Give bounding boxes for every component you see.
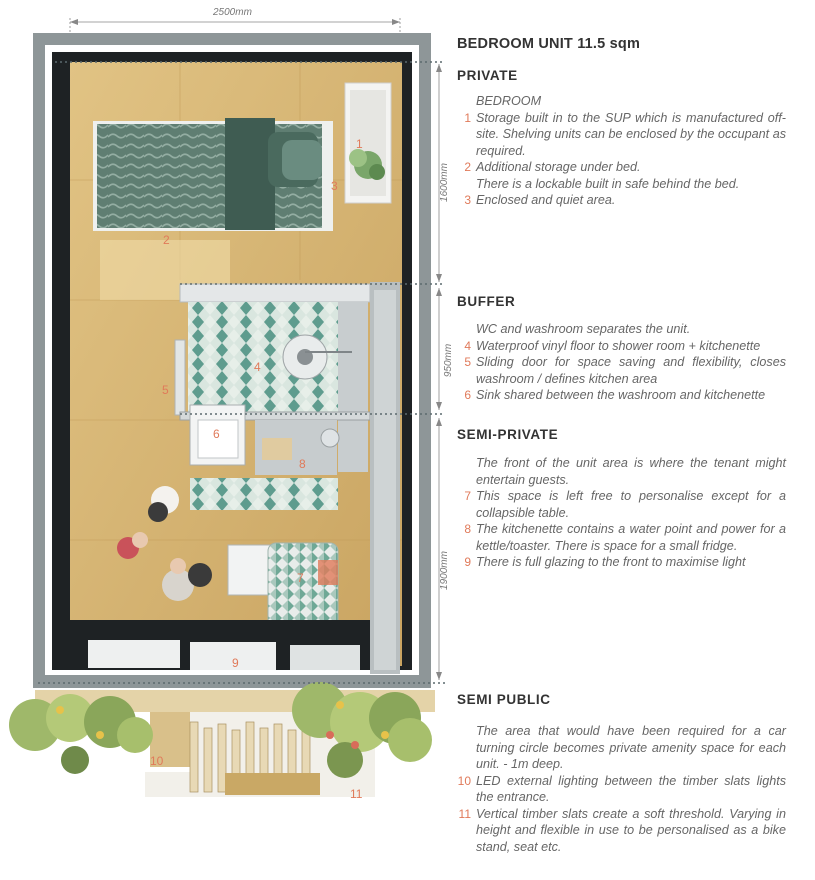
item-text: The area that would have been required for a car turning circle becomes private amenity space for each unit. - 1m deep. xyxy=(476,724,786,771)
item-number: 10 xyxy=(457,773,471,788)
section-block-semi-private xyxy=(456,455,786,571)
item-number: 7 xyxy=(464,489,471,503)
item-number: 6 xyxy=(464,388,471,402)
item-text: Additional storage under bed. xyxy=(476,160,641,174)
plan-label-11: 11 xyxy=(350,787,363,801)
plan-label-3: 3 xyxy=(331,179,338,193)
plan-label-8: 8 xyxy=(299,457,306,471)
item-text: There is a lockable built in safe behind the bed. xyxy=(476,176,740,191)
item-text: Storage built in to the SUP which is manufactured off-site. Shelving units can be enclosed by the occupant as required. xyxy=(476,110,786,158)
plan-label-4: 4 xyxy=(254,360,261,374)
item-number: 9 xyxy=(464,555,471,569)
width-dimension-label: 2500mm xyxy=(213,7,252,18)
section-heading-semi-public: SEMI PUBLIC xyxy=(457,692,551,707)
item-number xyxy=(456,176,476,193)
item-text: BEDROOM xyxy=(476,94,542,108)
item-text: Sliding door for space saving and flexibility, closes washroom / defines kitchen area xyxy=(476,355,786,386)
plan-label-9: 9 xyxy=(232,656,239,670)
storage-shelving xyxy=(345,83,391,203)
section-block-semi-public xyxy=(456,723,786,855)
section-heading-buffer: BUFFER xyxy=(457,294,516,309)
item-number xyxy=(456,455,476,488)
plan-label-6: 6 xyxy=(213,427,220,441)
item-text: Sink shared between the washroom and kitchenette xyxy=(476,388,766,402)
amenity-space xyxy=(9,682,435,797)
bed xyxy=(93,118,333,231)
item-number: 1 xyxy=(464,110,471,125)
item-number: 5 xyxy=(464,355,471,369)
plan-label-2: 2 xyxy=(163,233,170,247)
item-number: 4 xyxy=(464,338,471,353)
item-number xyxy=(456,93,476,110)
private-depth-label: 1600mm xyxy=(438,163,450,202)
buffer-depth-label: 950mm xyxy=(443,343,455,378)
plan-label-1: 1 xyxy=(356,137,363,151)
plan-label-10: 10 xyxy=(150,754,164,768)
item-number xyxy=(456,321,476,338)
item-number: 3 xyxy=(464,193,471,207)
section-heading-private: PRIVATE xyxy=(457,68,518,83)
item-text: The kitchenette contains a water point and power for a kettle/toaster. There is space for a small fridge. xyxy=(476,522,786,553)
section-block-buffer xyxy=(456,321,786,404)
item-text: WC and washroom separates the unit. xyxy=(476,322,691,336)
item-text: This space is left free to personalise except for a collapsible table. xyxy=(476,489,786,520)
page-title: BEDROOM UNIT 11.5 sqm xyxy=(457,36,641,52)
item-text: There is full glazing to the front to maximise light xyxy=(476,555,746,569)
item-number: 2 xyxy=(464,160,471,174)
section-block-private xyxy=(456,93,786,209)
plan-label-5: 5 xyxy=(162,383,169,397)
item-number: 11 xyxy=(458,806,471,821)
item-text: Vertical timber slats create a soft threshold. Varying in height and flexible in use to be personalised as a bike stand, seat etc. xyxy=(476,806,786,854)
section-heading-semi-private: SEMI-PRIVATE xyxy=(457,427,559,442)
plan-label-7: 7 xyxy=(297,571,304,585)
item-text: The front of the unit area is where the tenant might entertain guests. xyxy=(476,456,786,487)
item-text: Enclosed and quiet area. xyxy=(476,193,616,207)
semi-private-depth-label: 1900mm xyxy=(438,551,450,590)
item-number: 8 xyxy=(464,522,471,536)
item-text: Waterproof vinyl floor to shower room + kitchenette xyxy=(476,338,761,353)
item-text: LED external lighting between the timber slats lights the entrance. xyxy=(476,773,786,804)
item-number xyxy=(456,723,476,773)
